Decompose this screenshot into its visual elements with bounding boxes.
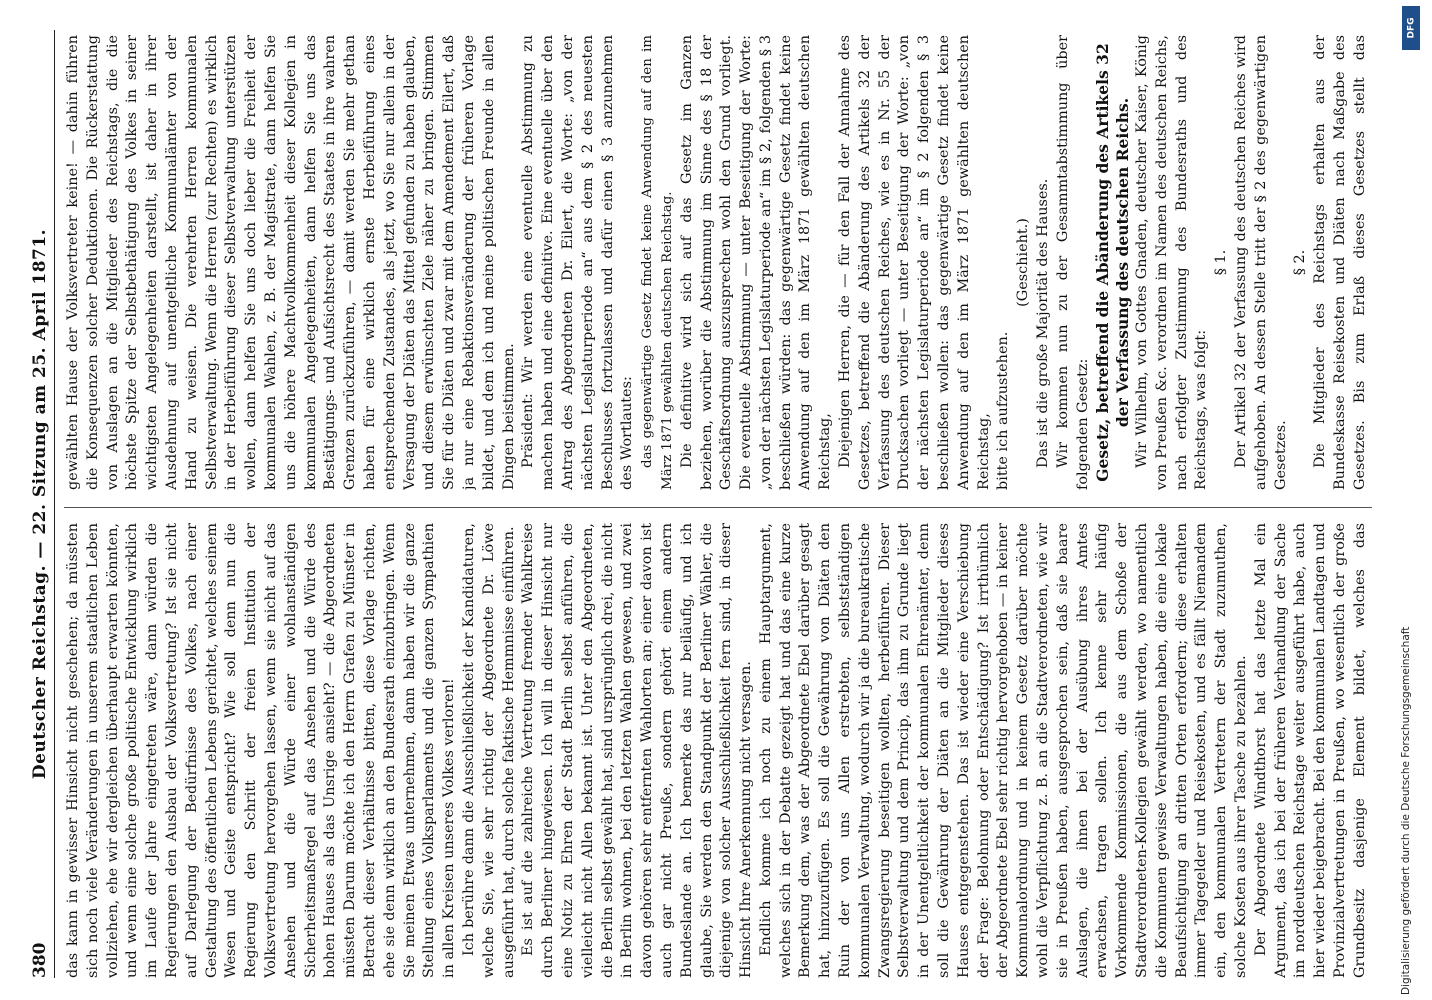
right-column (64, 35, 1372, 490)
right-paragraph: Die definitive wird sich auf das Gesetz im Ganzen beziehen, worüber die Abstimmung im Sinne des § 18 der Geschäftsordnung auszusprechen wohl den Grund vorliegt. Die eventuelle Abstimmung — unter Beseitigung der Worte: „von der nächsten Legislaturperiode an“ im § 2, folgenden § 3 beschließen würden: das gegenwärtige Gesetz findet keine Anwendung auf den im März 1871 gewählten deutschen Reichstag, (678, 35, 834, 490)
running-title: Deutscher Reichstag. — 22. Sitzung am 25. April 1871. (30, 228, 50, 780)
section-text: Der Artikel 32 der Verfassung des deutschen Reiches wird aufgehoben. An dessen Stelle tritt der § 2 des gegenwärtigen Gesetzes. (1233, 35, 1289, 490)
column-divider (64, 507, 1372, 508)
president-statement: Präsident: Wir werden eine eventuelle Abstimmung zu machen haben und eine definitive. Eine eventuelle über den Antrag des Abgeordneten Dr. Eilert, die Worte: „von der nächsten Legislaturperiode an“ aus dem § 2 des neuesten Beschlusses fortzulassen und dafür einen § 3 anzunehmen des Wortlautes: (520, 35, 636, 490)
left-column (64, 523, 1372, 978)
digitization-credit: Digitalisierung gefördert durch die Deutsche Forschungsgemeinschaft (1400, 626, 1412, 995)
vote-announcement: Wir kommen nun zu der Gesammtabstimmung über folgenden Gesetz: (1054, 35, 1091, 490)
majority-statement: Das ist die große Majorität des Hauses. (1035, 178, 1052, 468)
law-title: Gesetz, betreffend die Abänderung des Artikels 32 der Verfassung des deutschen Reichs. (1093, 43, 1133, 482)
digitization-credit-strip (1394, 0, 1432, 1000)
page-number: 380 (30, 942, 50, 978)
left-paragraph: das kann in gewisser Hinsicht nicht geschehen; da müssten sich noch viele Veränderungen in unserem staatlichen Leben vollziehen, ehe wir dergleichen überhaupt erwarten könnten, und wenn eine solche große politische Entwicklung wirklich im Laufe der Jahre eingetreten wäre, dann würden die Regierungen den Ausbau der Volksvertretung? Ist sie nicht auf Darlegung der Bedürfnisse des Volkes, nach einer Gestaltung des öffentlichen Lebens gerichtet, welches seinem Wesen und Geiste entspricht? Wie soll denn nun die Regierung den Schritt der freien Institution der Volksvertretung hervorgehen lassen, wenn sie nicht auf das Ansehen und die Würde einer wohlanständigen Sicherheitsmaßregel auf das Ansehen und die Würde des hohen Hauses als das Unsrige ansieht? — die Abgeordneten müssten Darum möchte ich den Herrn Grafen zu Münster in Betracht dieser Verhältnisse bitten, diese Vorlage richten, ehe sie denn wirklich an den Bundesrath einzubringen. Wenn Sie meinen Etwas unternehmen, dann haben wir die ganze Stellung eines Volksparlaments und die ganzen Sympathien in allen Kreisen unseres Volkes verloren! (65, 523, 458, 978)
left-paragraph: Endlich komme ich noch zu einem Hauptargument, welches sich in der Debatte gezeigt hat und das eine kurze Bemerkung dem, was der Abgeordnete Ebel darüber gesagt hat, hinzuzufügen. Es soll die Gewährung von Diäten den Ruin der von uns Allen erstrebten, selbstständigen kommunalen Verwaltung, wodurch wir ja die bureaukratische Zwangsregierung beseitigen wollten, herbeiführen. Dieser Selbstverwaltung und dem Princip, das ihm zu Grunde liegt in der Unentgeltlichkeit der kommunalen Ehrenämter, denn soll die Gewährung der Diäten an die Mitglieder dieses Hauses entgegenstehen. Das ist wieder eine Verschiebung der Frage: Belohnung oder Entschädigung? Ist irrthümlich der Abgeordnete Ebel sehr richtig hervorgehoben — in keiner Kommunalordnung und in keinem Gesetz darüber möchte wohl die Verpflichtung z. B. an die Stadtverordneten, wie wir sie in Preußen haben, ausgesprochen sein, daß sie baare Auslagen, die ihnen bei der Ausübung ihres Amtes erwachsen, tragen sollen. Ich kenne sehr häufig Vorkommende Kommissionen, die aus dem Schoße der Stadtverordneten-Kollegien gewählt werden, wo namentlich die Kommunen gewisse Verwaltungen haben, die eine lokale Beaufsichtigung an dritten Orten erfordern; diese erhalten immer Tagegelder und Reisekosten, und es fällt Niemandem ein, den kommunalen Vertretern der Stadt zuzumuthen, solche Kosten aus ihrer Tasche zu bezahlen. (757, 523, 1250, 978)
right-paragraph: Diejenigen Herren, die — für den Fall der Annahme des Gesetzes, betreffend die Abänderung des Artikels 32 der Verfassung des deutschen Reiches, wie es in Nr. 55 der Drucksachen vorliegt — unter Beseitigung der Worte: „von der nächsten Legislaturperiode an“ im § 2 folgenden § 3 beschließen wollen: das gegenwärtige Gesetz findet keine Anwendung auf den im März 1871 gewählten deutschen Reichstag, (837, 35, 992, 490)
section-number: § 2. (1292, 249, 1309, 276)
left-paragraph: Der Abgeordnete Windthorst hat das letzte Mal ein Argument, das ich bei der früheren Verhandlung der Sache im norddeutschen Reichstage weiter ausgeführt habe, auch hier wieder beigebracht. Bei den kommunalen Landtagen und Provinzialvertretungen in Preußen, wo wesentlich der große Grundbesitz dasjenige Element bildet, welches das (1252, 523, 1368, 978)
stage-direction: (Geschieht.) (1015, 218, 1032, 307)
quoted-text: das gegenwärtige Gesetz findet keine Anwendung auf den im März 1871 gewählten deutschen Reichstag. (640, 35, 675, 490)
right-paragraph: bitte ich aufzustehen. (995, 331, 1012, 490)
dfg-logo: DFG (1402, 6, 1420, 50)
section-number: § 1. (1213, 249, 1230, 276)
left-paragraph: Es ist auf die zahlreiche Vertretung fremder Wahlkreise durch Berliner hingewiesen. Ich will in dieser Hinsicht nur eine Notiz zu Ehren der Stadt Berlin selbst anführen, die vielleicht nicht Allen bekannt ist. Unter den Abgeordneten, die Berlin selbst gewählt hat, sind ursprünglich drei, die nicht in Berlin wohnen, bei den letzten Wahlen gewesen, und zwei davon gehören sehr entfernten Wahlorten an; einer davon ist auch gar nicht Preuße, sondern gehört einem andern Bundeslande an. Ich bemerke das nur beiläufig, und ich glaube, Sie werden den Standpunkt der Berliner Wähler, die diejenige von solcher Ausschließlichkeit fern sind, in dieser Hinsicht Ihre Anerkennung nicht versagen. (520, 523, 755, 978)
right-paragraph: gewählten Hause der Volksvertreter keine! — dahin führen die Konsequenzen solcher Deduktionen. Die Rückerstattung von Auslagen an die Mitglieder des Reichstags, die die höchste Spitze der Selbstbethätigung des Volkes in seiner wichtigsten Angelegenheiten darstellt, ist daher in ihrer Ausdehnung auf unentgeltliche Kommunalämter von der Hand zu weisen. Die verehrten Herren kommunalen Selbstverwaltung. Wenn die Herren (zur Rechten) es wirklich in der Herbeiführung dieser Selbstverwaltung unterstützen wollen, dann helfen Sie uns doch lieber die Freiheit der kommunalen Wahlen, z. B. der Magistrate, dann helfen Sie uns die höhere Machtvollkommenheit dieser Kollegien in kommunalen Angelegenheiten, dann helfen Sie uns das Bestätigungs- und Aufsichtsrecht des Staates in ihre wahren Grenzen zurückzuführen, — damit werden Sie mehr gethan haben für eine wirklich ernste Herbeiführung eines entsprechenden Zustandes, als jetzt, wo Sie nur allein in der Versagung der Diäten das Mittel gefunden zu haben glauben, und diesem erwünschten Ziele näher zu bringen. Stimmen Sie für die Diäten und zwar mit dem Amendement Eilert, daß ja nur eine Rebaktionsveränderung der früheren Vorlage bildet, und dem ich und meine politischen Freunde in allen Dingen beistimmen. (65, 35, 517, 490)
running-header (16, 30, 55, 978)
left-paragraph: Ich berühre dann die Ausschließlichkeit der Kandidaturen, welche Sie, wie sehr richtig der Abgeordnete Dr. Löwe ausgeführt hat, durch solche faktische Hemmnisse einführen. (460, 523, 517, 978)
section-text: Die Mitglieder des Reichstags erhalten aus der Bundeskasse Reisekosten und Diäten nach Maßgabe des Gesetzes. Bis zum Erlaß dieses Gesetzes stellt das (1312, 35, 1368, 490)
law-preamble: Wir Wilhelm, von Gottes Gnaden, deutscher Kaiser, König von Preußen &c. verordnen im Namen des deutschen Reichs, nach erfolgter Zustimmung des Bundesraths und des Reichstags, was folgt: (1134, 35, 1210, 490)
